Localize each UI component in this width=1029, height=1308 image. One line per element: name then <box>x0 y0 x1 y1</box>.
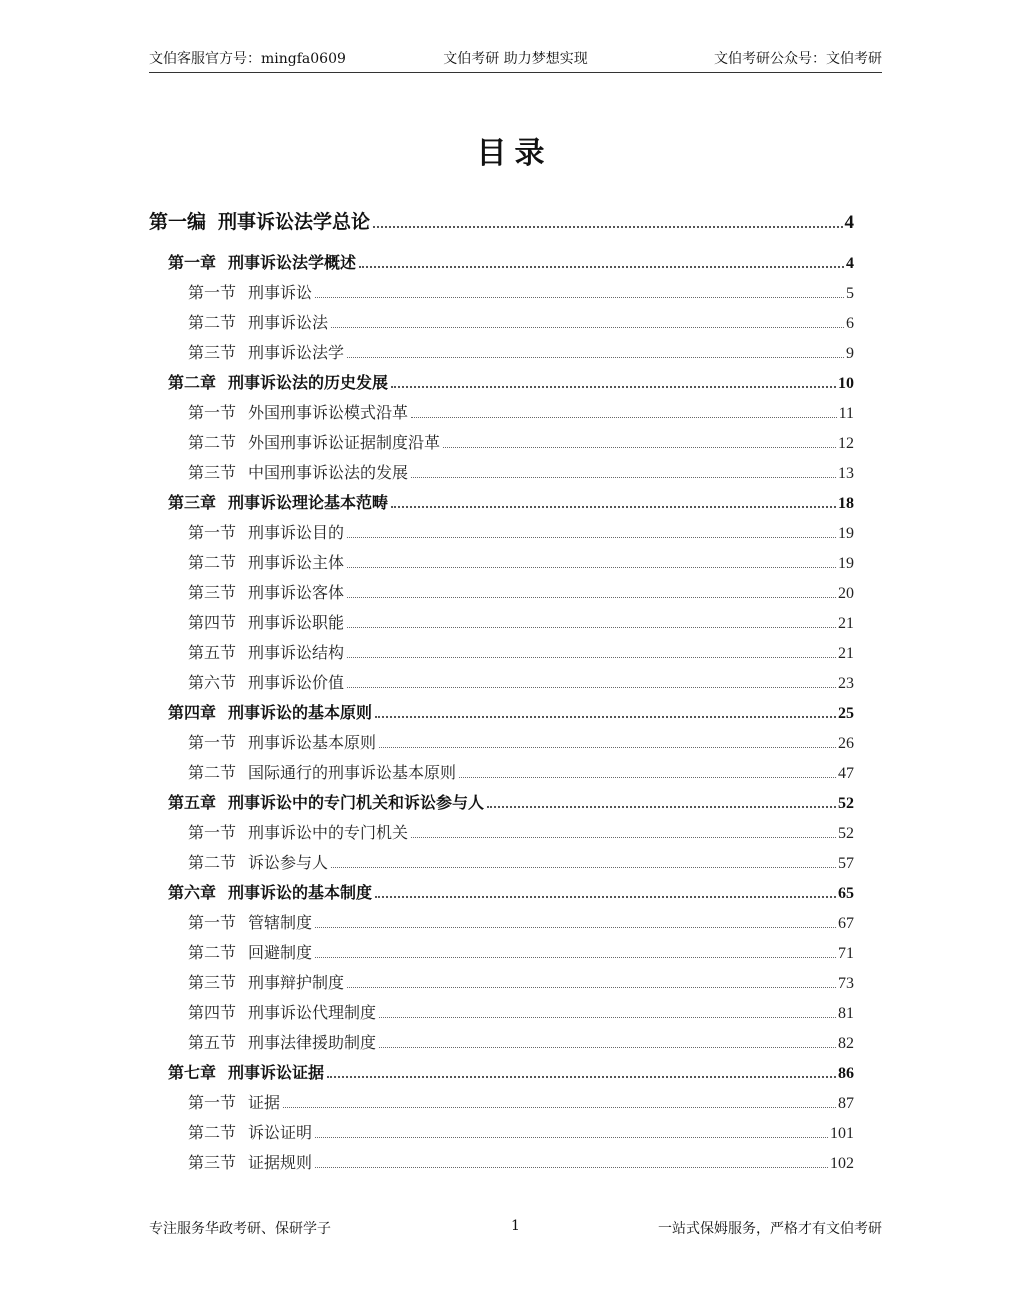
toc-entry-number: 第四章 <box>168 703 217 722</box>
toc-entry-page: 26 <box>838 735 854 752</box>
toc-entry-page: 11 <box>838 405 854 422</box>
toc-entry-label <box>188 728 376 758</box>
toc-entry-title: 刑事诉讼法学 <box>248 343 345 362</box>
toc-entry-section[interactable] <box>149 548 854 578</box>
toc-entry-title: 刑事诉讼代理制度 <box>248 1003 377 1022</box>
toc-dot-leader <box>315 957 836 958</box>
table-of-contents <box>149 206 854 1178</box>
toc-entry-section[interactable] <box>149 968 854 998</box>
toc-entry-number: 第一节 <box>188 913 237 932</box>
toc-dot-leader <box>391 386 836 388</box>
header-center-text: 文伯考研 助力梦想实现 <box>443 51 588 67</box>
toc-dot-leader <box>327 1076 836 1078</box>
page-number: 1 <box>511 1218 520 1234</box>
toc-entry-number: 第五节 <box>188 1033 237 1052</box>
toc-entry-title: 刑事诉讼主体 <box>248 553 345 572</box>
toc-entry-label <box>188 1148 312 1178</box>
header-right-text: 文伯考研公众号：文伯考研 <box>714 51 882 67</box>
toc-entry-label <box>188 1118 312 1148</box>
toc-entry-section[interactable] <box>149 428 854 458</box>
toc-entry-page: 52 <box>838 825 854 842</box>
toc-entry-label <box>188 548 344 578</box>
toc-dot-leader <box>375 896 836 898</box>
toc-entry-chapter[interactable] <box>149 248 854 278</box>
toc-entry-number: 第一编 <box>149 211 207 233</box>
toc-entry-page: 25 <box>838 705 854 722</box>
toc-entry-page: 71 <box>838 945 854 962</box>
toc-entry-title: 刑事法律援助制度 <box>248 1033 377 1052</box>
toc-entry-part[interactable] <box>149 206 854 248</box>
toc-entry-page: 82 <box>838 1035 854 1052</box>
toc-entry-section[interactable] <box>149 818 854 848</box>
toc-entry-chapter[interactable] <box>149 788 854 818</box>
toc-dot-leader <box>375 716 836 718</box>
toc-entry-number: 第一节 <box>188 1093 237 1112</box>
toc-entry-label <box>168 248 356 278</box>
toc-entry-section[interactable] <box>149 1028 854 1058</box>
toc-entry-section[interactable] <box>149 728 854 758</box>
toc-entry-page: 67 <box>838 915 854 932</box>
toc-dot-leader <box>391 506 836 508</box>
toc-entry-section[interactable] <box>149 1088 854 1118</box>
toc-entry-chapter[interactable] <box>149 878 854 908</box>
toc-entry-title: 刑事诉讼 <box>248 283 313 302</box>
toc-dot-leader <box>331 867 836 868</box>
toc-dot-leader <box>459 777 836 778</box>
toc-entry-title: 刑事辩护制度 <box>248 973 345 992</box>
toc-entry-page: 65 <box>838 885 854 902</box>
toc-entry-number: 第二节 <box>188 553 237 572</box>
toc-entry-section[interactable] <box>149 278 854 308</box>
toc-entry-page: 87 <box>838 1095 854 1112</box>
toc-dot-leader <box>347 597 836 598</box>
toc-entry-title: 刑事诉讼的基本制度 <box>228 883 373 902</box>
toc-entry-number: 第四节 <box>188 613 237 632</box>
toc-entry-label <box>188 398 408 428</box>
toc-dot-leader <box>347 357 844 358</box>
toc-dot-leader <box>411 837 836 838</box>
toc-entry-chapter[interactable] <box>149 368 854 398</box>
toc-entry-number: 第二节 <box>188 313 237 332</box>
toc-entry-title: 刑事诉讼价值 <box>248 673 345 692</box>
toc-entry-number: 第一节 <box>188 823 237 842</box>
toc-entry-title: 国际通行的刑事诉讼基本原则 <box>248 763 457 782</box>
toc-dot-leader <box>373 226 842 228</box>
toc-dot-leader <box>443 447 836 448</box>
toc-entry-page: 4 <box>844 212 854 233</box>
toc-entry-section[interactable] <box>149 758 854 788</box>
toc-entry-section[interactable] <box>149 578 854 608</box>
toc-entry-page: 73 <box>838 975 854 992</box>
toc-dot-leader <box>411 417 837 418</box>
toc-dot-leader <box>487 806 836 808</box>
toc-entry-title: 刑事诉讼法学总论 <box>218 211 371 233</box>
toc-dot-leader <box>411 477 836 478</box>
toc-entry-section[interactable] <box>149 668 854 698</box>
toc-entry-title: 管辖制度 <box>248 913 313 932</box>
toc-entry-number: 第二节 <box>188 1123 237 1142</box>
toc-entry-section[interactable] <box>149 998 854 1028</box>
toc-entry-chapter[interactable] <box>149 488 854 518</box>
toc-entry-page: 18 <box>838 495 854 512</box>
toc-dot-leader <box>347 627 836 628</box>
toc-entry-number: 第二节 <box>188 763 237 782</box>
toc-entry-title: 刑事诉讼证据 <box>228 1063 325 1082</box>
toc-entry-title: 刑事诉讼目的 <box>248 523 345 542</box>
toc-entry-label <box>188 758 456 788</box>
toc-entry-section[interactable] <box>149 848 854 878</box>
toc-entry-page: 102 <box>830 1155 854 1172</box>
toc-dot-leader <box>331 327 844 328</box>
toc-entry-number: 第三节 <box>188 1153 237 1172</box>
toc-entry-title: 外国刑事诉讼证据制度沿革 <box>248 433 441 452</box>
toc-entry-chapter[interactable] <box>149 698 854 728</box>
toc-entry-number: 第二节 <box>188 943 237 962</box>
toc-entry-label <box>188 1028 376 1058</box>
toc-entry-page: 5 <box>846 285 854 302</box>
toc-entry-label <box>168 368 388 398</box>
toc-entry-number: 第一章 <box>168 253 217 272</box>
toc-entry-section[interactable] <box>149 1118 854 1148</box>
toc-entry-page: 13 <box>838 465 854 482</box>
toc-entry-label <box>188 308 328 338</box>
toc-entry-page: 9 <box>846 345 854 362</box>
toc-entry-title: 刑事诉讼基本原则 <box>248 733 377 752</box>
toc-entry-title: 刑事诉讼的基本原则 <box>228 703 373 722</box>
toc-entry-title: 证据规则 <box>248 1153 313 1172</box>
toc-dot-leader <box>315 297 844 298</box>
toc-entry-title: 刑事诉讼中的专门机关和诉讼参与人 <box>228 793 485 812</box>
toc-entry-label <box>188 968 344 998</box>
toc-dot-leader <box>347 537 836 538</box>
toc-entry-page: 12 <box>838 435 854 452</box>
toc-dot-leader <box>379 1017 836 1018</box>
toc-entry-number: 第六章 <box>168 883 217 902</box>
toc-entry-number: 第二章 <box>168 373 217 392</box>
toc-entry-page: 4 <box>846 255 854 272</box>
toc-entry-title: 刑事诉讼职能 <box>248 613 345 632</box>
page-header <box>149 46 882 73</box>
toc-entry-page: 52 <box>838 795 854 812</box>
toc-entry-page: 47 <box>838 765 854 782</box>
toc-entry-page: 101 <box>830 1125 854 1142</box>
toc-entry-section[interactable] <box>149 608 854 638</box>
toc-dot-leader <box>347 987 836 988</box>
toc-entry-section[interactable] <box>149 458 854 488</box>
toc-entry-number: 第五节 <box>188 643 237 662</box>
toc-dot-leader <box>283 1107 836 1108</box>
toc-dot-leader <box>359 266 844 268</box>
toc-dot-leader <box>347 687 836 688</box>
toc-entry-page: 86 <box>838 1065 854 1082</box>
toc-dot-leader <box>347 657 836 658</box>
toc-entry-section[interactable] <box>149 638 854 668</box>
toc-entry-number: 第三节 <box>188 463 237 482</box>
toc-entry-label <box>188 908 312 938</box>
toc-entry-page: 19 <box>838 525 854 542</box>
toc-entry-section[interactable] <box>149 518 854 548</box>
toc-entry-page: 21 <box>838 615 854 632</box>
toc-entry-number: 第三节 <box>188 343 237 362</box>
toc-entry-section[interactable] <box>149 938 854 968</box>
toc-entry-section[interactable] <box>149 308 854 338</box>
toc-entry-label <box>188 338 344 368</box>
toc-dot-leader <box>315 1167 828 1168</box>
toc-entry-label <box>188 998 376 1028</box>
toc-entry-title: 回避制度 <box>248 943 313 962</box>
toc-entry-page: 19 <box>838 555 854 572</box>
toc-entry-title: 刑事诉讼客体 <box>248 583 345 602</box>
toc-entry-number: 第三节 <box>188 583 237 602</box>
toc-entry-number: 第五章 <box>168 793 217 812</box>
toc-entry-title: 中国刑事诉讼法的发展 <box>248 463 409 482</box>
toc-entry-page: 81 <box>838 1005 854 1022</box>
toc-entry-number: 第一节 <box>188 403 237 422</box>
toc-entry-page: 23 <box>838 675 854 692</box>
toc-entry-section[interactable] <box>149 398 854 428</box>
toc-entry-page: 57 <box>838 855 854 872</box>
toc-entry-number: 第三节 <box>188 973 237 992</box>
toc-entry-label <box>188 518 344 548</box>
toc-entry-chapter[interactable] <box>149 1058 854 1088</box>
toc-dot-leader <box>379 1047 836 1048</box>
toc-entry-title: 刑事诉讼中的专门机关 <box>248 823 409 842</box>
toc-entry-label <box>168 488 388 518</box>
toc-entry-label <box>188 938 312 968</box>
toc-entry-label <box>188 1088 280 1118</box>
header-left-text: 文伯客服官方号：mingfa0609 <box>149 51 346 67</box>
toc-entry-section[interactable] <box>149 1148 854 1178</box>
toc-entry-label <box>168 788 484 818</box>
toc-entry-title: 刑事诉讼法 <box>248 313 329 332</box>
toc-entry-title: 刑事诉讼理论基本范畴 <box>228 493 389 512</box>
toc-entry-label <box>188 668 344 698</box>
toc-entry-label <box>188 578 344 608</box>
toc-entry-number: 第二节 <box>188 853 237 872</box>
toc-entry-label <box>188 848 328 878</box>
toc-entry-title: 诉讼参与人 <box>248 853 329 872</box>
page-title: 目录 <box>476 136 553 171</box>
toc-dot-leader <box>315 927 836 928</box>
toc-entry-title: 证据 <box>248 1093 281 1112</box>
toc-entry-title: 诉讼证明 <box>248 1123 313 1142</box>
toc-dot-leader <box>347 567 836 568</box>
toc-entry-section[interactable] <box>149 338 854 368</box>
toc-entry-number: 第三章 <box>168 493 217 512</box>
toc-entry-label <box>188 608 344 638</box>
footer-left-text: 专注服务华政考研、保研学子 <box>149 1221 331 1237</box>
toc-entry-label <box>188 458 408 488</box>
footer-right-text: 一站式保姆服务，严格才有文伯考研 <box>658 1221 882 1237</box>
toc-entry-number: 第六节 <box>188 673 237 692</box>
toc-entry-number: 第七章 <box>168 1063 217 1082</box>
toc-entry-title: 刑事诉讼法学概述 <box>228 253 357 272</box>
toc-entry-page: 20 <box>838 585 854 602</box>
toc-entry-title: 刑事诉讼结构 <box>248 643 345 662</box>
toc-entry-label <box>149 206 370 238</box>
toc-dot-leader <box>379 747 836 748</box>
toc-entry-label <box>168 1058 324 1088</box>
toc-entry-title: 外国刑事诉讼模式沿革 <box>248 403 409 422</box>
toc-entry-page: 10 <box>838 375 854 392</box>
toc-entry-page: 6 <box>846 315 854 332</box>
toc-entry-label <box>188 278 312 308</box>
toc-entry-number: 第四节 <box>188 1003 237 1022</box>
toc-entry-page: 21 <box>838 645 854 662</box>
toc-entry-number: 第一节 <box>188 283 237 302</box>
toc-entry-label <box>188 428 440 458</box>
toc-entry-label <box>188 638 344 668</box>
toc-entry-section[interactable] <box>149 908 854 938</box>
toc-entry-label <box>188 818 408 848</box>
toc-entry-number: 第一节 <box>188 733 237 752</box>
toc-entry-label <box>168 878 372 908</box>
toc-dot-leader <box>315 1137 828 1138</box>
toc-entry-number: 第一节 <box>188 523 237 542</box>
toc-entry-title: 刑事诉讼法的历史发展 <box>228 373 389 392</box>
toc-entry-number: 第二节 <box>188 433 237 452</box>
toc-entry-label <box>168 698 372 728</box>
